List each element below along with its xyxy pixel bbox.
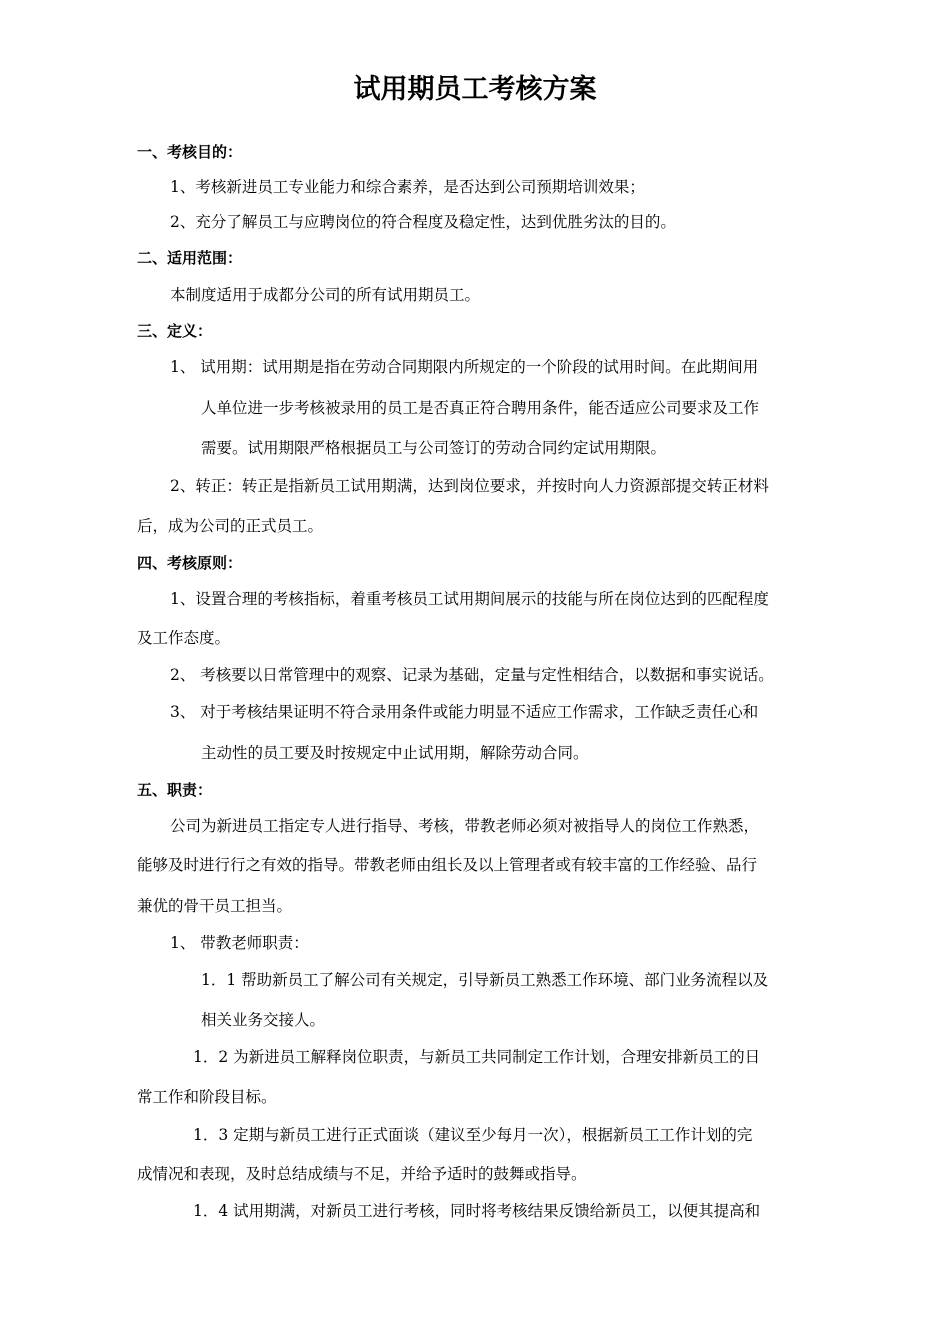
- duty-intro-line-3: 兼优的骨干员工担当。: [137, 897, 293, 915]
- section-3-heading: 三、定义：: [137, 322, 213, 340]
- mentor-duty-1-3-line-2: 成情况和表现，及时总结成绩与不足，并给予适时的鼓舞或指导。: [137, 1165, 587, 1183]
- section-5-heading: 五、职责：: [137, 781, 213, 799]
- page-title: 试用期员工考核方案: [353, 74, 597, 105]
- definition-2-line-2: 后，成为公司的正式员工。: [137, 517, 324, 535]
- section-1-item-1: 1、考核新进员工专业能力和综合素养，是否达到公司预期培训效果；: [170, 178, 645, 196]
- duty-intro-line-1: 公司为新进员工指定专人进行指导、考核，带教老师必须对被指导人的岗位工作熟悉，: [170, 817, 760, 835]
- principle-1-line-1: 1、设置合理的考核指标，着重考核员工试用期间展示的技能与所在岗位达到的匹配程度: [170, 590, 769, 608]
- section-2-body: 本制度适用于成都分公司的所有试用期员工。: [170, 286, 481, 304]
- section-1-item-2: 2、充分了解员工与应聘岗位的符合程度及稳定性，达到优胜劣汰的目的。: [170, 213, 676, 231]
- section-2-heading: 二、适用范围：: [137, 249, 243, 267]
- definition-1-line-2: 人单位进一步考核被录用的员工是否真正符合聘用条件，能否适应公司要求及工作: [201, 399, 760, 417]
- principle-1-line-2: 及工作态度。: [137, 629, 231, 647]
- definition-2-line-1: 2、转正：转正是指新员工试用期满，达到岗位要求，并按时向人力资源部提交转正材料: [170, 477, 769, 495]
- section-1-heading: 一、考核目的：: [137, 143, 243, 161]
- definition-1-line-3: 需要。试用期限严格根据员工与公司签订的劳动合同约定试用期限。: [201, 439, 667, 457]
- principle-3-line-2: 主动性的员工要及时按规定中止试用期，解除劳动合同。: [201, 744, 589, 762]
- principle-2-line-1: 2、 考核要以日常管理中的观察、记录为基础，定量与定性相结合，以数据和事实说话。: [170, 666, 774, 684]
- mentor-duties-heading: 1、 带教老师职责：: [170, 934, 309, 952]
- mentor-duty-1-2-line-1: 1．2 为新进员工解释岗位职责，与新员工共同制定工作计划，合理安排新员工的日: [193, 1048, 761, 1066]
- mentor-duty-1-2-line-2: 常工作和阶段目标。: [137, 1088, 277, 1106]
- principle-3-line-1: 3、 对于考核结果证明不符合录用条件或能力明显不适应工作需求，工作缺乏责任心和: [170, 703, 759, 721]
- mentor-duty-1-1-line-2: 相关业务交接人。: [201, 1011, 326, 1029]
- mentor-duty-1-4-line-1: 1．4 试用期满，对新员工进行考核，同时将考核结果反馈给新员工，以便其提高和: [193, 1202, 761, 1220]
- definition-1-line-1: 1、 试用期：试用期是指在劳动合同期限内所规定的一个阶段的试用时间。在此期间用: [170, 358, 759, 376]
- section-4-heading: 四、考核原则：: [137, 554, 243, 572]
- mentor-duty-1-3-line-1: 1．3 定期与新员工进行正式面谈（建议至少每月一次），根据新员工工作计划的完: [193, 1126, 753, 1144]
- duty-intro-line-2: 能够及时进行行之有效的指导。带教老师由组长及以上管理者或有较丰富的工作经验、品行: [137, 856, 758, 874]
- mentor-duty-1-1-line-1: 1．1 帮助新员工了解公司有关规定，引导新员工熟悉工作环境、部门业务流程以及: [201, 971, 769, 989]
